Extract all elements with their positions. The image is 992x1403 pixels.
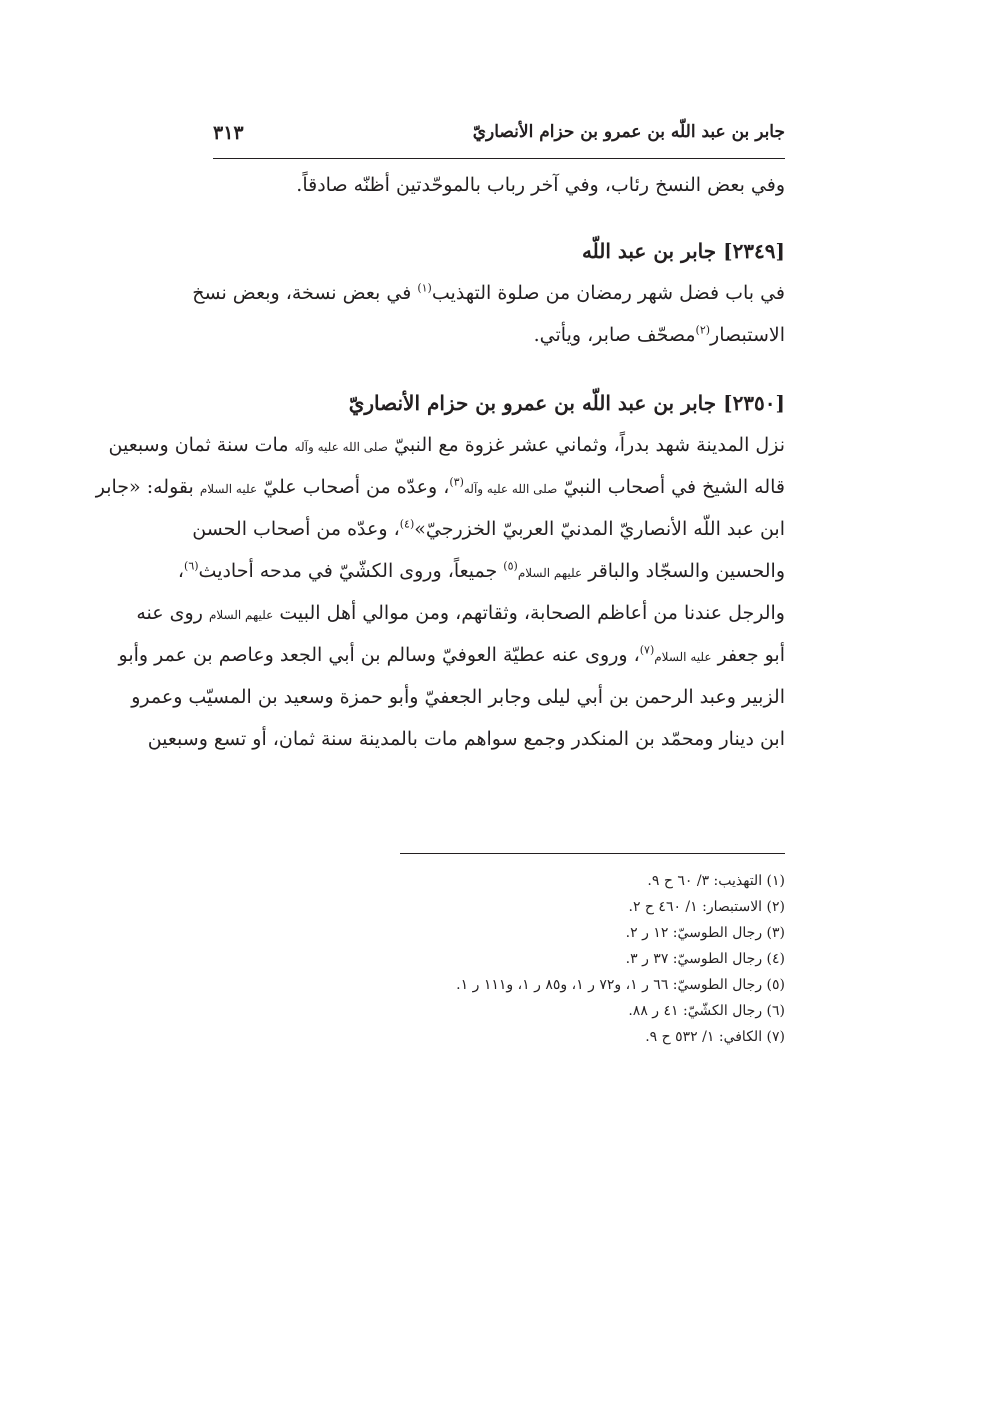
footnote-ref: (٤) [399,517,415,531]
entry-line [95,466,785,508]
entry-line [136,592,785,634]
line-text: ، وروى عنه عطيّة العوفيّ وسالم بن أبي الجعد وعاصم بن عمر وأبو [118,644,640,666]
footnote-item: (٧) الكافي: ١/ ٥٣٢ ح ٩. [645,1029,785,1045]
entry-line [192,272,785,314]
honorific-symbol: عليه السلام [654,650,712,664]
footnote-item: (٢) الاستبصار: ١/ ٤٦٠ ح ٢. [628,899,785,915]
line-text: ، وعدّه من أصحاب الحسن [192,518,400,540]
footnote-item: (٣) رجال الطوسيّ: ١٢ ر ٢. [625,925,785,941]
footnote-separator [400,853,785,854]
page-number: ٣١٣ [213,122,244,144]
intro-block [213,164,785,206]
entry-line [118,634,785,676]
footnote-item: (٥) رجال الطوسيّ: ٦٦ ر ١، و٧٢ ر ١، و٨٥ ر ١، و١١١ ر ١. [456,977,785,993]
footnote-item: (١) التهذيب: ٣/ ٦٠ ح ٩. [647,873,785,889]
entry-line [131,676,785,718]
honorific-symbol: عليهم السلام [517,566,583,580]
line-text: ابن عبد اللّه الأنصاريّ المدنيّ العربيّ الخزرجيّ» [414,518,785,540]
entry-line [147,718,785,760]
footnote-ref: (٣) [449,475,464,489]
footnote-ref: (٢) [695,323,711,337]
footnote-ref: (١) [417,281,432,295]
page-header [213,122,785,156]
line-text: أبو جعفر [711,644,785,666]
line-text: مصحّف صابر، ويأتي. [533,324,696,346]
line-text: ابن دينار ومحمّد بن المنكدر وجمع سواهم مات بالمدينة سنة ثمان، أو تسع وسبعين [147,728,785,750]
line-text: والحسين والسجّاد والباقر [582,560,785,582]
entry-heading: [٢٣٤٩] جابر بن عبد اللّه [581,239,785,263]
line-text: جميعاً، وروى الكشّيّ في مدحه أحاديث [198,560,504,582]
entry-line [108,424,785,466]
line-text: روى عنه [136,602,209,624]
line-text: والرجل عندنا من أعاظم الصحابة، وثقاتهم، ومن موالي أهل البيت [273,602,785,624]
honorific-symbol: صلى الله عليه وآله [463,482,558,496]
line-text: الزبير وعبد الرحمن بن أبي ليلى وجابر الجعفيّ وأبو حمزة وسعيد بن المسيّب وعمرو [131,686,785,708]
line-text: بقوله: «جابر [95,476,200,498]
line-text: ، [177,560,185,582]
entry-line [192,508,785,550]
line-text: نزل المدينة شهد بدراً، وثماني عشر غزوة مع النبيّ [387,434,785,456]
entry-heading: [٢٣٥٠] جابر بن عبد اللّه بن عمرو بن حزام الأنصاريّ [348,391,785,415]
line-text: ، وعدّه من أصحاب عليّ [257,476,450,498]
entry-line [213,314,785,356]
entry-2349 [192,230,785,356]
line-text: مات سنة ثمان وسبعين [108,434,295,456]
footnotes [213,868,785,1050]
entry-line [177,550,785,592]
footnote-ref: (٥) [503,559,518,573]
line-text: في باب فضل شهر رمضان من صلوة التهذيب [431,282,785,304]
header-rule [213,158,785,159]
entry-2350 [95,382,785,760]
honorific-symbol: صلى الله عليه وآله [294,440,388,454]
honorific-symbol: عليه السلام [199,482,258,496]
footnote-item: (٦) رجال الكشّيّ: ٤١ ر ٨٨. [628,1003,785,1019]
running-title: جابر بن عبد اللّه بن عمرو بن حزام الأنصاريّ [472,122,785,142]
intro-line: وفي بعض النسخ رئاب، وفي آخر رباب بالموحّدتين أظنّه صادقاً. [296,174,785,196]
line-text: الاستبصار [710,324,785,346]
footnote-item: (٤) رجال الطوسيّ: ٣٧ ر ٣. [625,951,785,967]
line-text: في بعض نسخة، وبعض نسخ [192,282,418,304]
line-text: قاله الشيخ في أصحاب النبيّ [557,476,785,498]
footnote-ref: (٦) [184,559,199,573]
honorific-symbol: عليهم السلام [208,608,274,622]
footnote-ref: (٧) [639,643,655,657]
